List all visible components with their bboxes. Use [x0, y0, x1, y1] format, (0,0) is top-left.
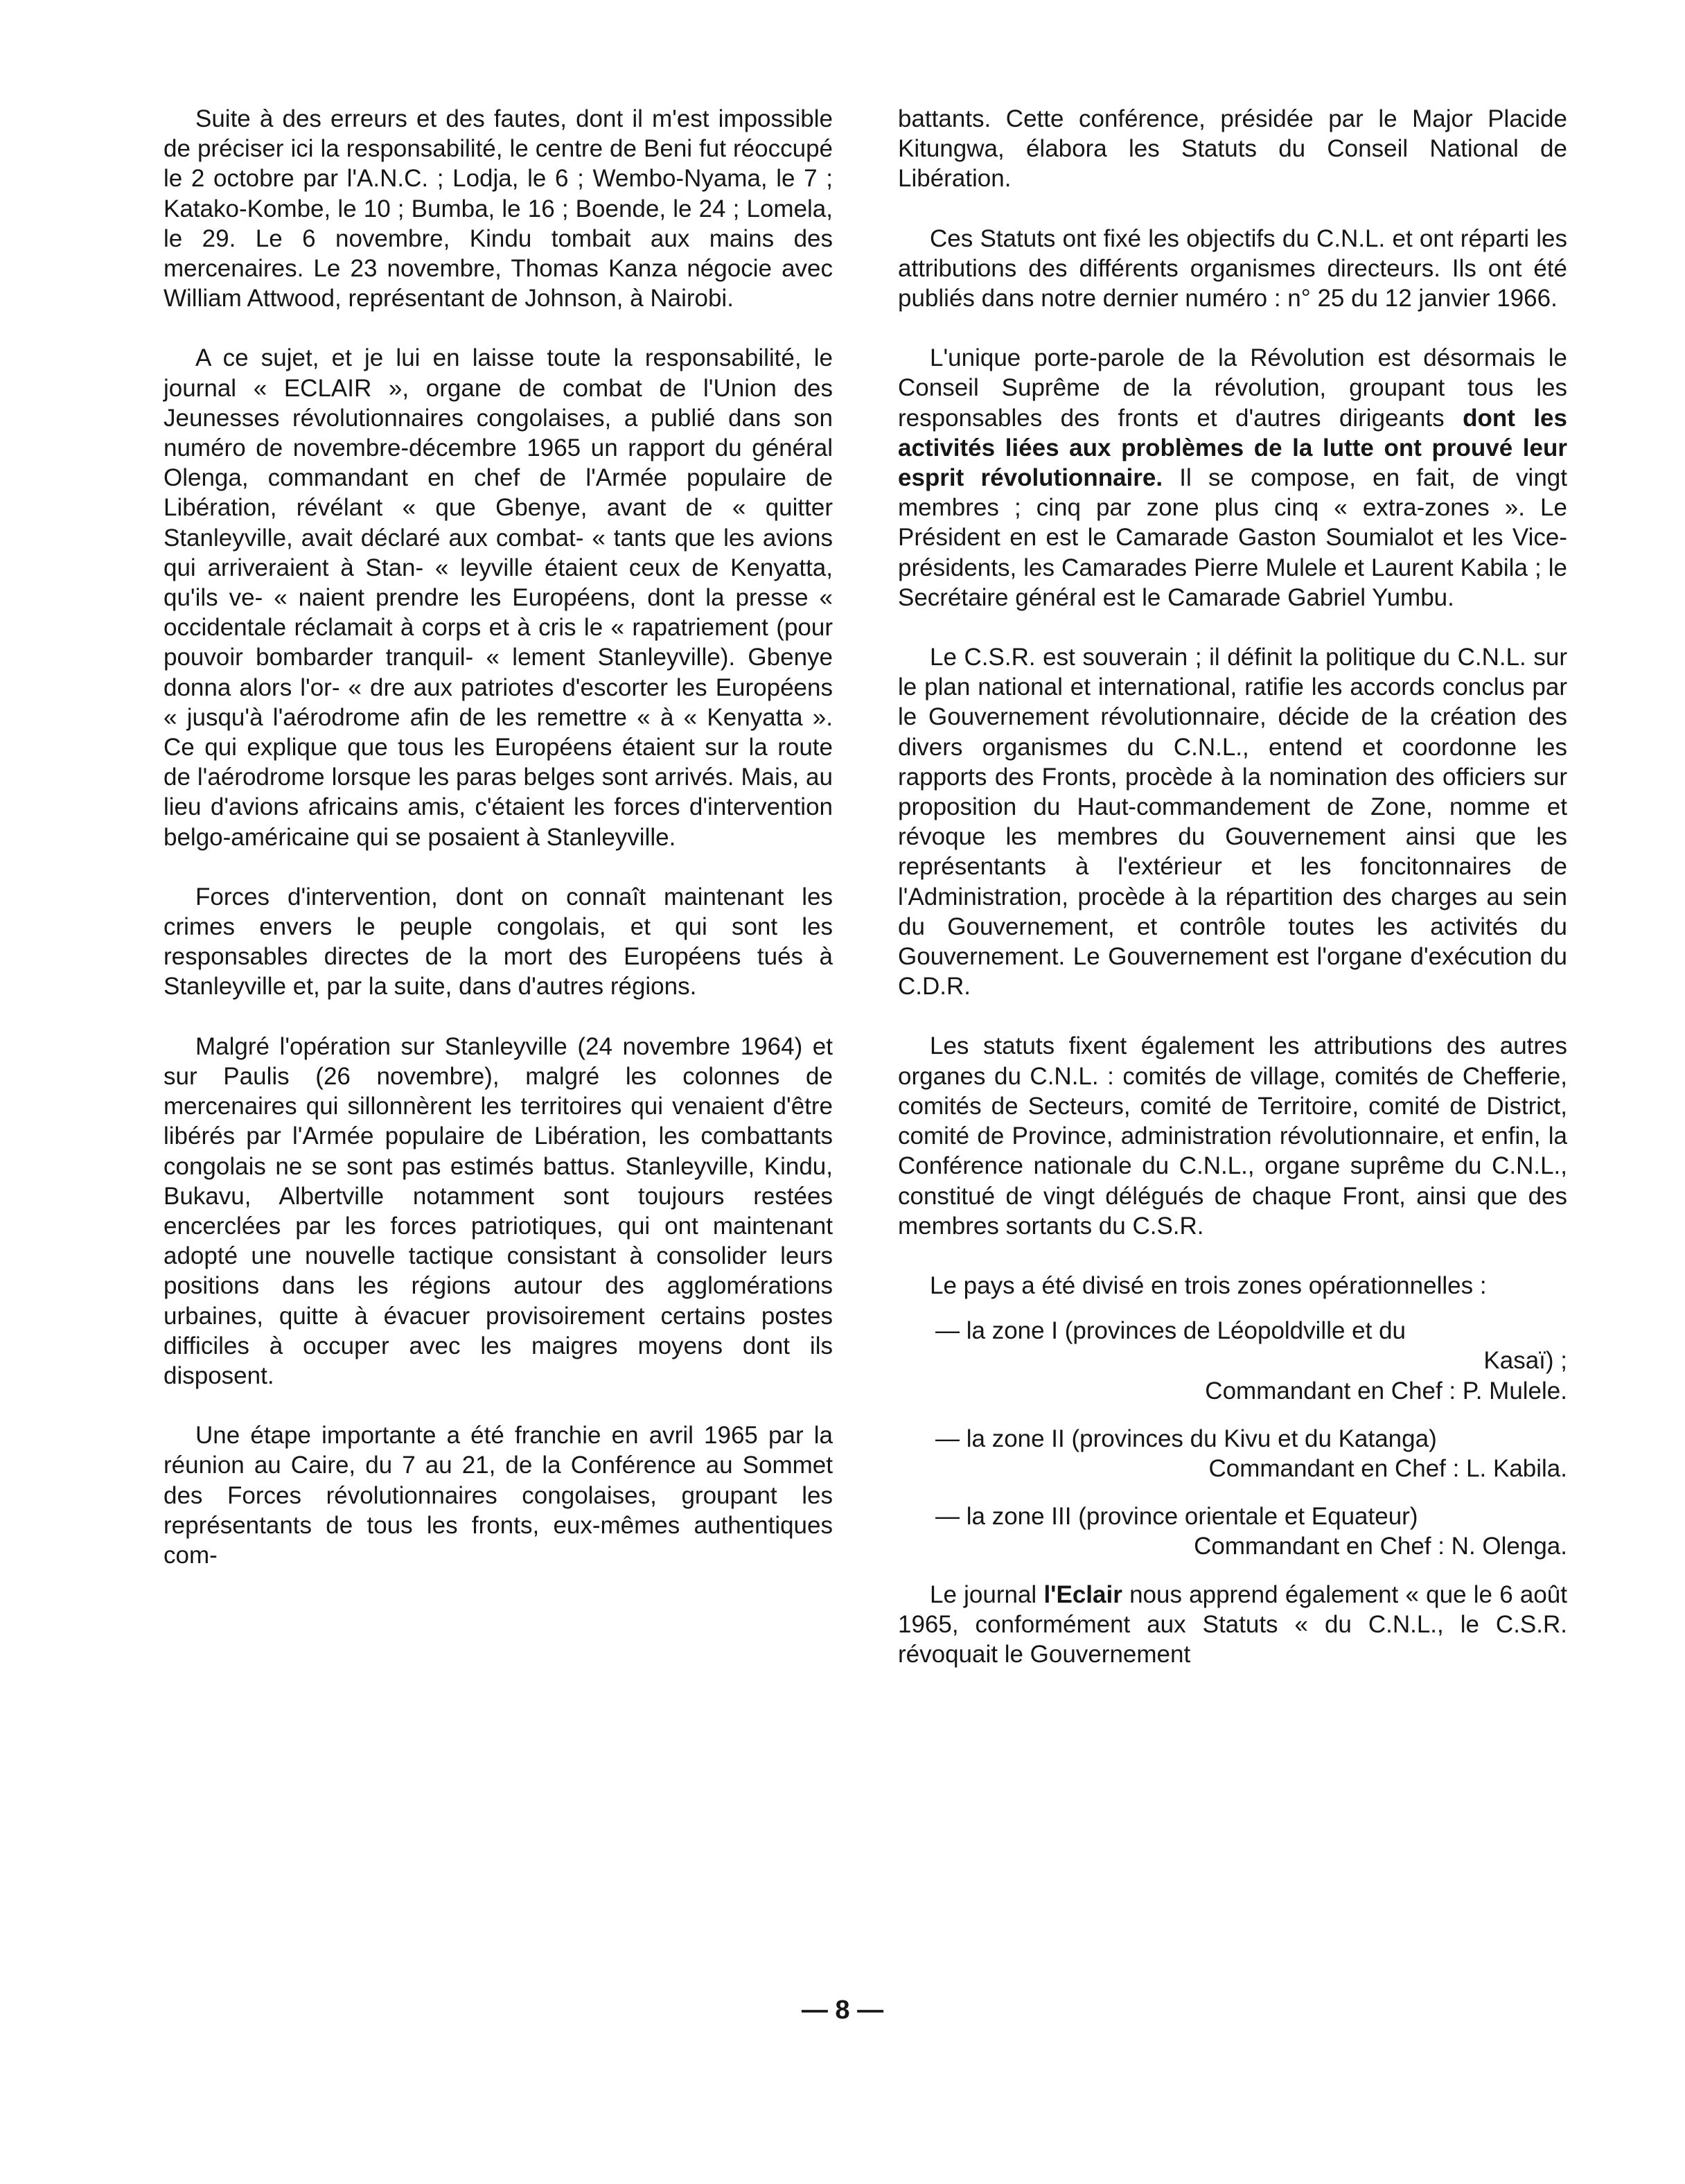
paragraph-12-part-a: Le journal: [930, 1580, 1037, 1608]
paragraph-12-part-c: nous apprend également « que le 6 août 1965, conformément aux Statuts « du C.N.L., le C.S.R. révoquait le Gouvernement: [898, 1580, 1567, 1668]
paragraph-12: [898, 1580, 1567, 1670]
zone-3-commander: Commandant en Chef : N. Olenga.: [1194, 1533, 1567, 1560]
paragraph-6: battants. Cette conférence, présidée par le Major Placide Kitungwa, élabora les Statuts du Conseil National de Libération.: [898, 105, 1567, 193]
zone-item-1: [898, 1316, 1567, 1406]
paragraph-3: Forces d'intervention, dont on connaît maintenant les crimes envers le peuple congolais, et qui sont les responsables directes de la mort des Européens tués à Stanleyville et, par la suite, dans d'autres régions.: [164, 883, 833, 1001]
zone-item-2: [898, 1424, 1567, 1483]
paragraph-12-bold: l'Eclair: [1043, 1580, 1122, 1608]
paragraph-1: Suite à des erreurs et des fautes, dont il m'est impossible de préciser ici la responsabilité, le centre de Beni fut réoccupé le 2 octobre par l'A.N.C. ; Lodja, le 6 ; Wembo-Nyama, le 7 ; Katako-Kombe, le 10 ; Bumba, le 16 ; Boende, le 24 ; Lomela, le 29. Le 6 novembre, Kindu tombait aux mains des mercenaires. Le 23 novembre, Thomas Kanza négocie avec William Attwood, représentant de Johnson, à Nairobi.: [164, 105, 833, 312]
paragraph-8-part-c: Il se compose, en fait, de vingt membres ; cinq par zone plus cinq « extra-zones ». Le Président en est le Camarade Gaston Soumialot et les Vice-présidents, les Camarades Pierre Mulele et Laurent Kabila ; le Secrétaire général est le Camarade Gabriel Yumbu.: [898, 464, 1567, 611]
zone-1-commander: Commandant en Chef : P. Mulele.: [1205, 1377, 1567, 1404]
paragraph-11: Le pays a été divisé en trois zones opérationnelles :: [930, 1271, 1487, 1299]
paragraph-7: Ces Statuts ont fixé les objectifs du C.N.L. et ont réparti les attributions des différents organismes directeurs. Ils ont été publiés dans notre dernier numéro : n° 25 du 12 janvier 1966.: [898, 224, 1567, 312]
zone-1-title: — la zone I (provinces de Léopoldville et du: [935, 1317, 1406, 1345]
paragraph-8-part-a: L'unique porte-parole de la Révolution est désormais le Conseil Suprême de la révolution, groupant tous les responsables des fronts et d'autres dirigeants: [898, 344, 1567, 432]
paragraph-4: Malgré l'opération sur Stanleyville (24 novembre 1964) et sur Paulis (26 novembre), malgré les colonnes de mercenaires qui sillonnèrent les territoires qui venaient d'être libérés par l'Armée populaire de Libération, les combattants congolais ne se sont pas estimés battus. Stanleyville, Kindu, Bukavu, Albertville notamment sont toujours restées encerclées par les forces patriotiques, qui ont maintenant adopté une nouvelle tactique consistant à consolider leurs positions dans les régions autour des agglomérations urbaines, quitte à évacuer provisoirement certains postes difficiles à occuper avec les maigres moyens dont ils disposent.: [164, 1032, 833, 1389]
right-column: [898, 104, 1567, 1699]
left-column: [164, 104, 833, 1600]
paragraph-10: Les statuts fixent également les attributions des autres organes du C.N.L. : comités de village, comités de Chefferie, comités de Secteurs, comité de Territoire, comité de District, comité de Province, administration révolutionnaire, et enfin, la Conférence nationale du C.N.L., organe suprême du C.N.L., constitué de vingt délégués de chaque Front, ainsi que des membres sortants du C.S.R.: [898, 1032, 1567, 1240]
zone-item-3: [898, 1502, 1567, 1561]
zone-2-commander: Commandant en Chef : L. Kabila.: [1208, 1454, 1567, 1482]
paragraph-8-bold: dont les activités liées aux problèmes de la lutte ont prouvé leur esprit révolutionnaire.: [898, 404, 1567, 492]
zone-1-continuation: Kasaï) ;: [1483, 1347, 1567, 1375]
paragraph-8: [898, 343, 1567, 613]
paragraph-9: Le C.S.R. est souverain ; il définit la politique du C.N.L. sur le plan national et international, ratifie les accords conclus par le Gouvernement révolutionnaire, décide de la création des divers organismes du C.N.L., entend et coordonne les rapports des Fronts, procède à la nomination des officiers sur proposition du Haut-commandement de Zone, nomme et révoque les membres du Gouvernement ainsi que les représentants à l'extérieur et les foncitonnaires de l'Administration, procède à la répartition des charges au sein du Gouvernement, et contrôle toutes les activités du Gouvernement. Le Gouvernement est l'organe d'exécution du C.D.R.: [898, 644, 1567, 1001]
zone-2-title: — la zone II (provinces du Kivu et du Katanga): [935, 1425, 1437, 1452]
page-number: — 8 —: [801, 1996, 884, 2025]
paragraph-2: A ce sujet, et je lui en laisse toute la responsabilité, le journal « ECLAIR », organe de combat de l'Union des Jeunesses révolutionnaires congolaises, a publié dans son numéro de novembre-décembre 1965 un rapport du général Olenga, commandant en chef de l'Armée populaire de Libération, révélant « que Gbenye, avant de « quitter Stanleyville, avait déclaré aux combat- « tants que les avions qui arriveraient à Stan- « leyville étaient ceux de Kenyatta, qu'ils ve- « naient prendre les Européens, dont la presse « occidentale réclamait à corps et à cris le « rapatriement (pour pouvoir bombarder tranquil- « lement Stanleyville). Gbenye donna alors l'or- « dre aux patriotes d'escorter les Européens « jusqu'à l'aérodrome afin de les remettre « à « Kenyatta ». Ce qui explique que tous les Européens étaient sur la route de l'aérodrome lorsque les paras belges sont arrivés. Mais, au lieu d'avions africains amis, c'étaient les forces d'intervention belgo-américaine qui se posaient à Stanleyville.: [164, 344, 833, 851]
paragraph-5: Une étape importante a été franchie en avril 1965 par la réunion au Caire, du 7 au 21, de la Conférence au Sommet des Forces révolutionnaires congolaises, groupant les représentants de tous les fronts, eux-mêmes authentiques com-: [164, 1422, 833, 1569]
zone-3-title: — la zone III (province orientale et Equateur): [935, 1503, 1418, 1531]
